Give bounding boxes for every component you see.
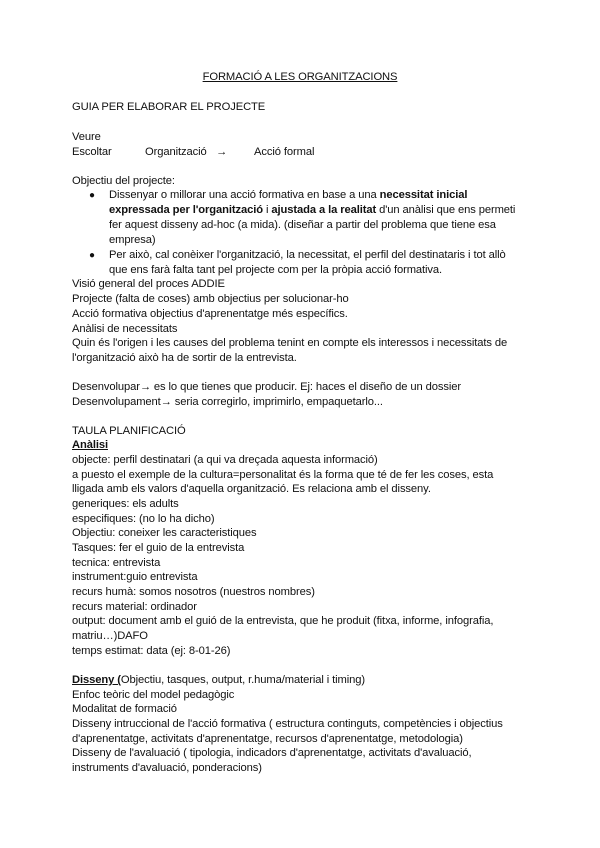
bullet1-line4: empresa) <box>109 234 156 246</box>
addie-line: Projecte (falta de coses) amb objectius per solucionar-ho <box>72 293 349 305</box>
flow-escoltar: Escoltar <box>72 146 112 158</box>
flow-organitzacio: Organització <box>145 146 207 158</box>
addie-line: l'organització això ha de sortir de la entrevista. <box>72 352 297 364</box>
guide-heading: GUIA PER ELABORAR EL PROJECTE <box>72 101 266 113</box>
analisi-line: recurs material: ordinador <box>72 601 197 613</box>
bullet2-line2: que ens farà falta tant pel projecte com per la pròpia acció formativa. <box>109 264 443 276</box>
analisi-line: Objectiu: coneixer les caracteristiques <box>72 527 257 539</box>
objectiu-label: Objectiu del projecte: <box>72 175 175 187</box>
page-title: FORMACIÓ A LES ORGANITZACIONS <box>202 71 398 83</box>
analisi-line: matriu…)DAFO <box>72 630 148 642</box>
bullet1-line1: Dissenyar o millorar una acció formativa en base a una necessitat inicial <box>109 189 468 201</box>
bullet1-line3: fer aquest disseny ad-hoc (a mida). (diseñar a partir del problema que tiene esa <box>109 219 496 231</box>
addie-line: Anàlisi de necessitats <box>72 323 178 335</box>
disseny-line: Disseny de l'avaluació ( tipologia, indicadors d'aprenentatge, activitats d'avaluació, <box>72 747 472 759</box>
addie-line: Quin és l'origen i les causes del problema tenint en compte els interessos i necessitats de <box>72 337 508 349</box>
analisi-line: temps estimat: data (ej: 8-01-26) <box>72 645 231 657</box>
addie-line: Acció formativa objectius d'aprenentatge més específics. <box>72 308 348 320</box>
disseny-line: d'aprenentatge, activitats d'aprenentatge, recursos d'aprenentatge, metodologia) <box>72 733 463 745</box>
bullet2-line1: Per això, cal conèixer l'organització, la necessitat, el perfil del destinataris i tot allò <box>109 249 506 261</box>
analisi-line: especifiques: (no lo ha dicho) <box>72 513 215 525</box>
analisi-line: objecte: perfil destinatari (a qui va dreçada aquesta informació) <box>72 454 378 466</box>
disseny-line: Modalitat de formació <box>72 703 177 715</box>
analisi-line: Tasques: fer el guio de la entrevista <box>72 542 245 554</box>
desenvolupar-line: Desenvolupar→ es lo que tienes que producir. Ej: haces el diseño de un dossier <box>72 381 461 393</box>
desenvolupament-line: Desenvolupament→ seria corregirlo, imprimirlo, empaquetarlo... <box>72 396 383 408</box>
analisi-line: tecnica: entrevista <box>72 557 161 569</box>
flow-arrow: → <box>216 146 228 158</box>
analisi-line: a puesto el exemple de la cultura=personalitat és la forma que té de fer les coses, esta <box>72 469 494 481</box>
flow-veure: Veure <box>72 131 101 143</box>
taula-heading: TAULA PLANIFICACIÓ <box>72 425 186 437</box>
bullet1-line2: expressada per l'organització i ajustada a la realitat d'un anàlisi que ens permeti <box>109 204 516 216</box>
analisi-heading: Anàlisi <box>72 439 108 451</box>
analisi-line: recurs humà: somos nosotros (nuestros nombres) <box>72 586 315 598</box>
analisi-line: instrument:guio entrevista <box>72 571 198 583</box>
analisi-line: output: document amb el guió de la entrevista, que he produit (fitxa, informe, infografia, <box>72 615 494 627</box>
analisi-line: lligada amb els valors d'aquella organització. Es relaciona amb el disseny. <box>72 483 431 495</box>
disseny-line: instruments d'avaluació, ponderacions) <box>72 762 262 774</box>
addie-line: Visió general del proces ADDIE <box>72 278 225 290</box>
bullet-marker: ● <box>89 250 96 261</box>
bullet-marker: ● <box>89 190 96 201</box>
disseny-line: Disseny intruccional de l'acció formativa ( estructura continguts, competències i objectius <box>72 718 503 730</box>
flow-accio: Acció formal <box>254 146 315 158</box>
disseny-line: Enfoc teòric del model pedagògic <box>72 689 235 701</box>
analisi-line: generiques: els adults <box>72 498 179 510</box>
disseny-heading: Disseny (Objectiu, tasques, output, r.huma/material i timing) <box>72 674 365 686</box>
